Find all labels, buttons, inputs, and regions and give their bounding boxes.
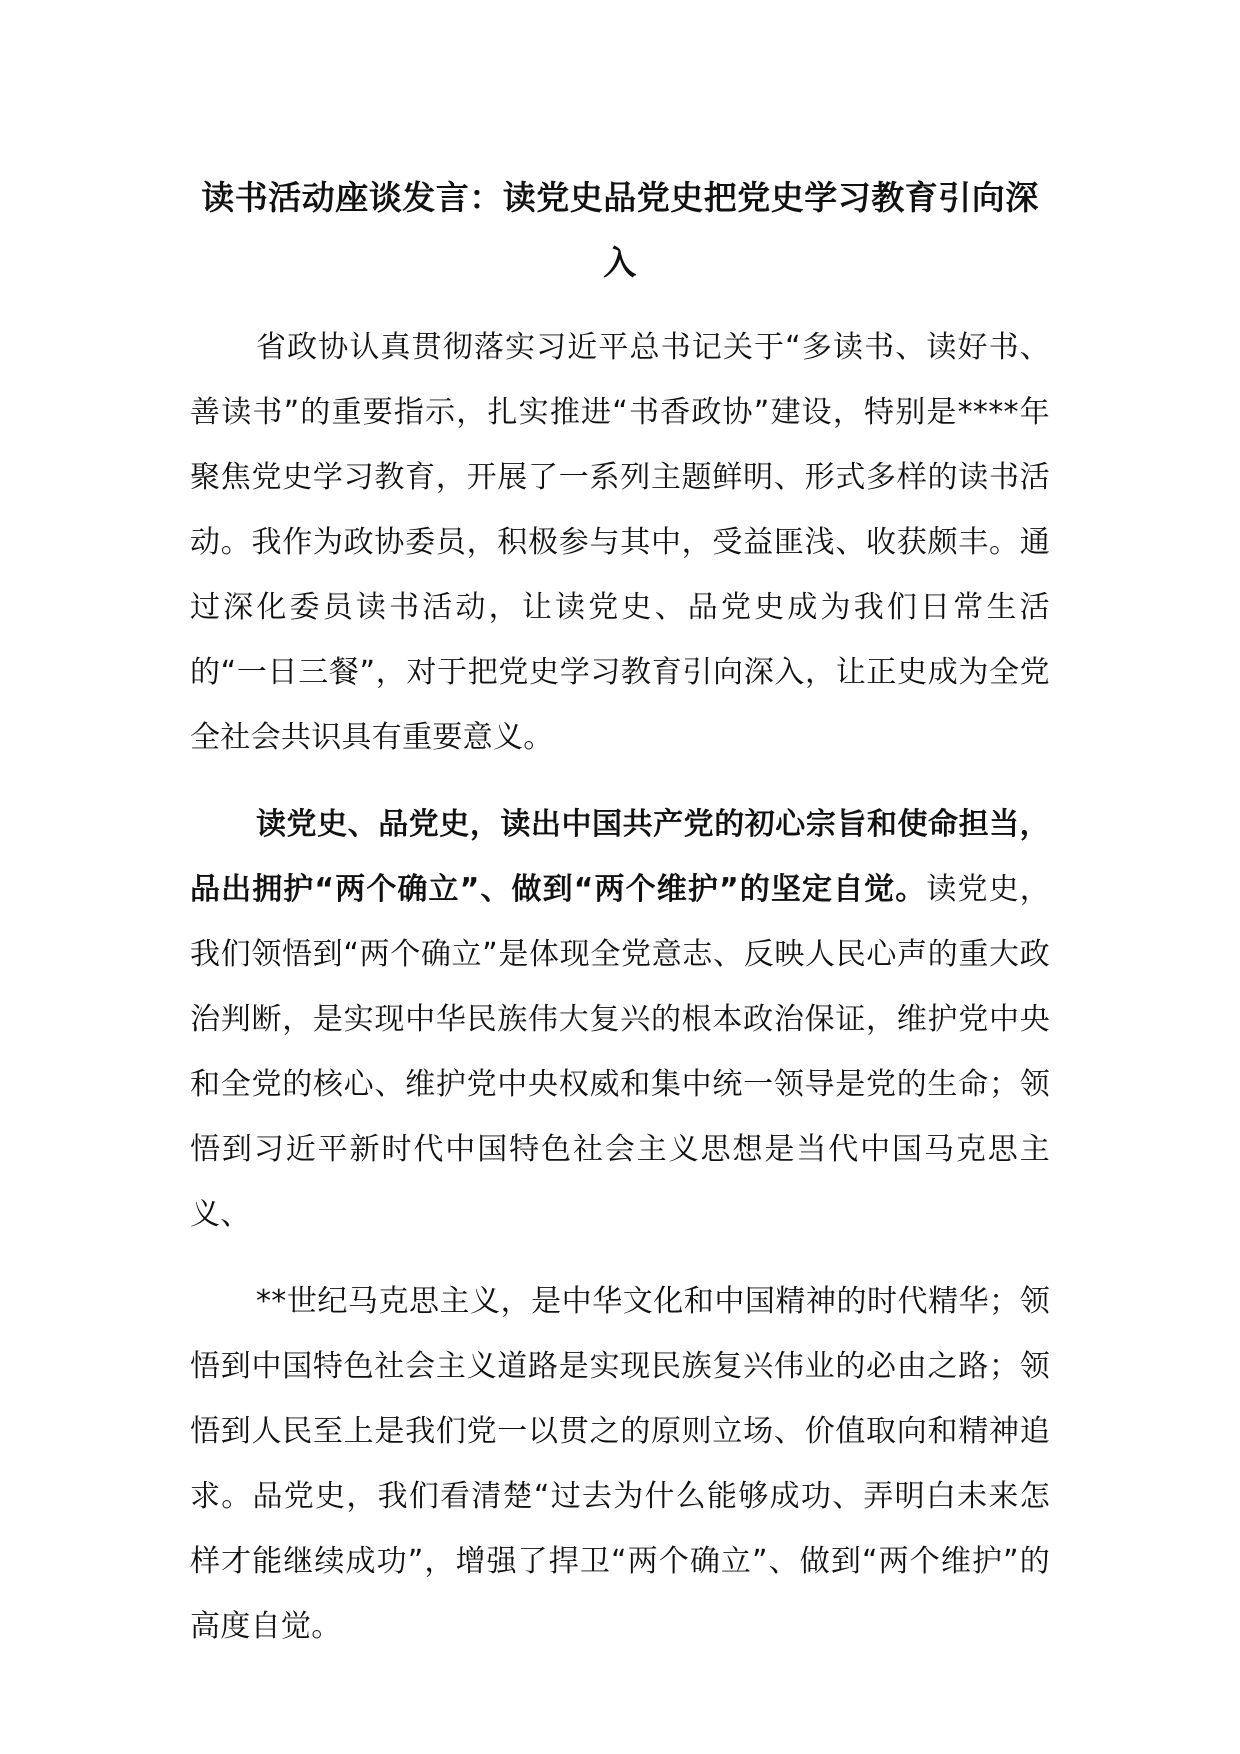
document-body: [190, 315, 1050, 1659]
paragraph-intro: [190, 315, 1050, 770]
paragraph-section-one: [190, 792, 1050, 1247]
paragraph-text: 读党史，我们领悟到“两个确立”是体现全党意志、反映人民心声的重大政治判断，是实现中华民族伟大复兴的根本政治保证，维护党中央和全党的核心、维护党中央权威和集中统一领导是党的生命；领悟到习近平新时代中国特色社会主义思想是当代中国马克思主义、: [190, 872, 1050, 1232]
paragraph-text: **世纪马克思主义，是中华文化和中国精神的时代精华；领悟到中国特色社会主义道路是实现民族复兴伟业的必由之路；领悟到人民至上是我们党一以贯之的原则立场、价值取向和精神追求。品党史，我们看清楚“过去为什么能够成功、弄明白未来怎样才能继续成功”，增强了捍卫“两个确立”、做到“两个维护”的高度自觉。: [190, 1284, 1050, 1644]
document-title: 读书活动座谈发言：读党史品党史把党史学习教育引向深入: [201, 178, 1039, 282]
paragraph-continuation: [190, 1269, 1050, 1659]
paragraph-text: 省政协认真贯彻落实习近平总书记关于“多读书、读好书、善读书”的重要指示，扎实推进“书香政协”建设，特别是****年聚焦党史学习教育，开展了一系列主题鲜明、形式多样的读书活动。我作为政协委员，积极参与其中，受益匪浅、收获颇丰。通过深化委员读书活动，让读党史、品党史成为我们日常生活的“一日三餐”，对于把党史学习教育引向深入，让正史成为全党全社会共识具有重要意义。: [190, 330, 1050, 755]
paragraph-lead: 读党史、品党史，读出中国共产党的初心宗旨和使命担当，品出拥护“两个确立”、做到“两个维护”的坚定自觉。: [190, 807, 1050, 907]
